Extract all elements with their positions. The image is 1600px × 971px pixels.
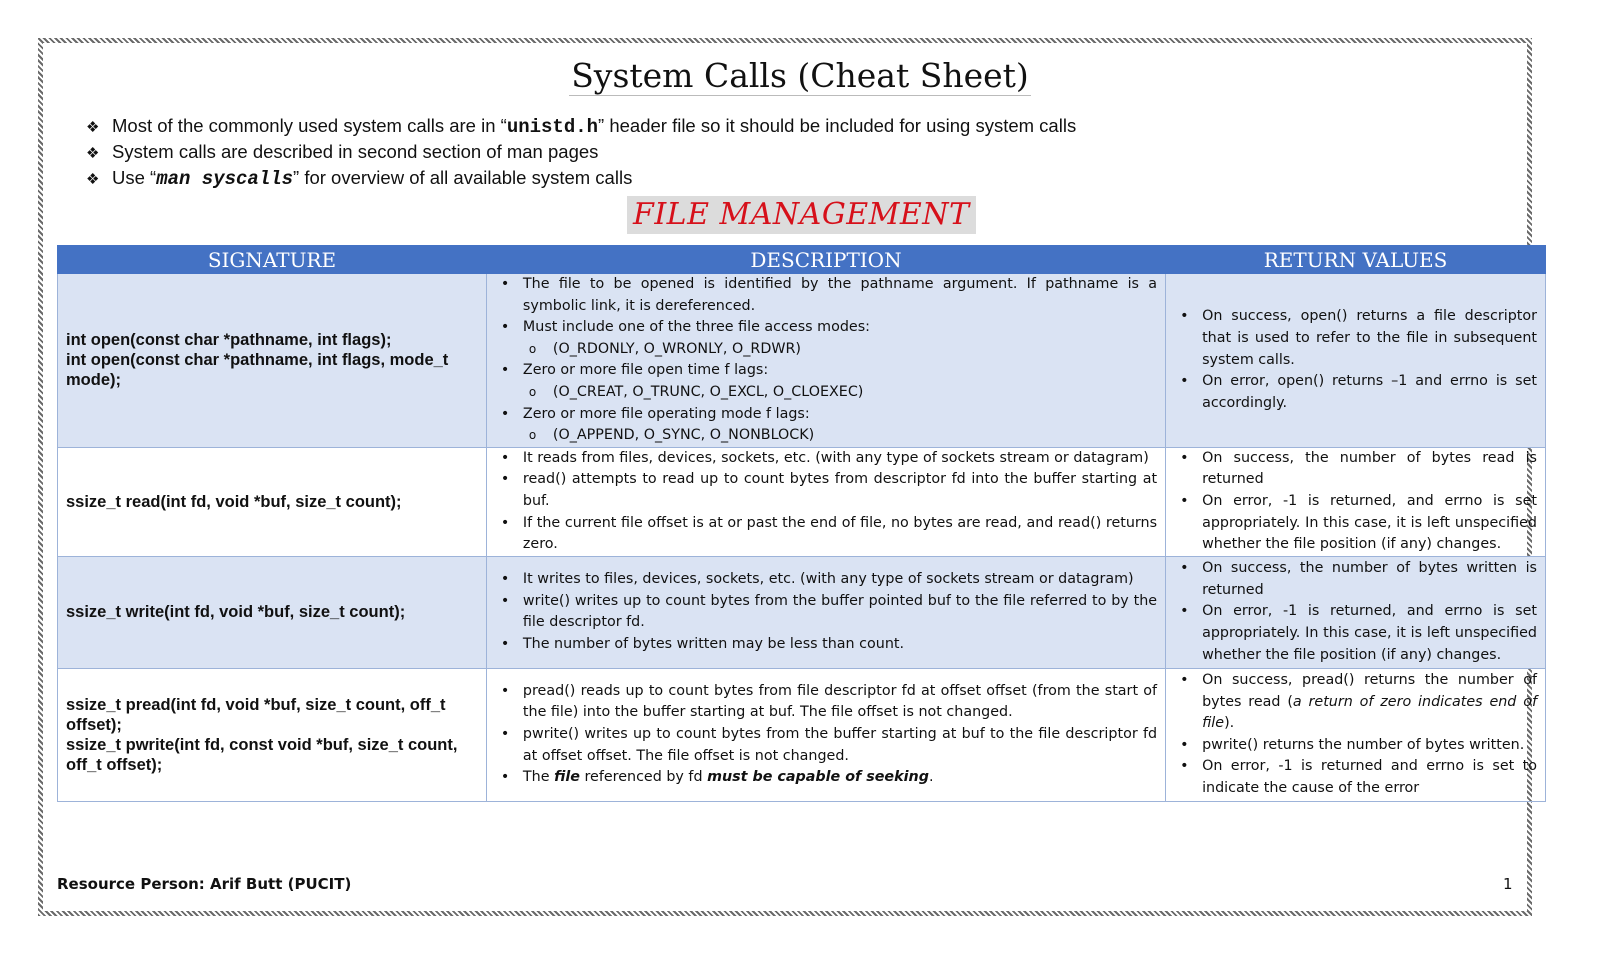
- diamond-bullet-icon: ❖: [86, 119, 100, 136]
- system-calls-table: [57, 245, 1546, 802]
- diamond-bullet-icon: ❖: [86, 145, 100, 162]
- column-header-return-values: RETURN VALUES: [1166, 246, 1546, 274]
- code-text: man syscalls: [156, 168, 294, 190]
- list-item: o (O_APPEND, O_SYNC, O_NONBLOCK): [493, 425, 1157, 447]
- list-item: • It reads from files, devices, sockets, etc. (with any type of sockets stream or datagram): [493, 448, 1157, 470]
- description-cell: [486, 556, 1165, 668]
- table-row: [58, 668, 1546, 801]
- return-values-cell: [1166, 274, 1546, 448]
- signature-cell: ssize_t read(int fd, void *buf, size_t count);: [58, 447, 487, 556]
- list-item: • The number of bytes written may be less than count.: [493, 634, 1157, 656]
- table-row: [58, 274, 1546, 448]
- signature-cell: ssize_t write(int fd, void *buf, size_t count);: [58, 556, 487, 668]
- list-item: o (O_CREAT, O_TRUNC, O_EXCL, O_CLOEXEC): [493, 382, 1157, 404]
- list-item: • On error, -1 is returned and errno is set to indicate the cause of the error: [1172, 756, 1537, 799]
- diamond-bullet-icon: ❖: [86, 171, 100, 188]
- list-item: • Must include one of the three file access modes:: [493, 317, 1157, 339]
- page-title: System Calls (Cheat Sheet): [571, 56, 1029, 95]
- description-cell: [486, 274, 1165, 448]
- list-item: • read() attempts to read up to count bytes from descriptor fd into the buffer starting at buf.: [493, 469, 1157, 512]
- return-values-cell: [1166, 447, 1546, 556]
- footer-resource-person: Resource Person: Arif Butt (PUCIT): [57, 875, 352, 893]
- intro-bullet: ❖ Use “man syscalls” for overview of all available system calls: [86, 165, 1076, 191]
- section-heading: FILE MANAGEMENT: [627, 196, 976, 234]
- column-header-description: DESCRIPTION: [486, 246, 1165, 274]
- list-item: • Zero or more file open time f lags:: [493, 360, 1157, 382]
- list-item: • On success, the number of bytes written is returned: [1172, 558, 1537, 601]
- list-item: • On error, open() returns –1 and errno is set accordingly.: [1172, 371, 1537, 414]
- column-header-signature: SIGNATURE: [58, 246, 487, 274]
- return-values-cell: [1166, 556, 1546, 668]
- description-cell: [486, 447, 1165, 556]
- list-item: • On success, pread() returns the number of bytes read (a return of zero indicates end of file).: [1172, 670, 1537, 735]
- code-text: unistd.h: [506, 116, 599, 138]
- list-item: • On error, -1 is returned, and errno is set appropriately. In this case, it is left unspecified whether the file position (if any) changes.: [1172, 601, 1537, 666]
- list-item: • pwrite() returns the number of bytes written.: [1172, 735, 1537, 757]
- list-item: • pwrite() writes up to count bytes from the buffer starting at buf to the file descriptor fd at offset offset. The file offset is not changed.: [493, 724, 1157, 767]
- intro-bullet: ❖ Most of the commonly used system calls are in “unistd.h” header file so it should be included for using system calls: [86, 113, 1076, 139]
- list-item: • On error, -1 is returned, and errno is set appropriately. In this case, it is left unspecified whether the file position (if any) changes.: [1172, 491, 1537, 556]
- list-item: • On success, open() returns a file descriptor that is used to refer to the file in subsequent system calls.: [1172, 306, 1537, 371]
- list-item: • write() writes up to count bytes from the buffer pointed buf to the file referred to by the file descriptor fd.: [493, 591, 1157, 634]
- list-item: o (O_RDONLY, O_WRONLY, O_RDWR): [493, 339, 1157, 361]
- table-row: [58, 556, 1546, 668]
- list-item: • The file referenced by fd must be capable of seeking.: [493, 767, 1157, 789]
- description-cell: [486, 668, 1165, 801]
- return-values-cell: [1166, 668, 1546, 801]
- list-item: • pread() reads up to count bytes from file descriptor fd at offset offset (from the start of the file) into the buffer starting at buf. The file offset is not changed.: [493, 681, 1157, 724]
- list-item: • Zero or more file operating mode f lags:: [493, 404, 1157, 426]
- signature-cell: int open(const char *pathname, int flags); int open(const char *pathname, int flags, mode_t mode);: [58, 274, 487, 448]
- table-header-row: [58, 246, 1546, 274]
- intro-bullet: ❖ System calls are described in second section of man pages: [86, 139, 1076, 165]
- list-item: • On success, the number of bytes read is returned: [1172, 448, 1537, 491]
- table-row: [58, 447, 1546, 556]
- list-item: • It writes to files, devices, sockets, etc. (with any type of sockets stream or datagram): [493, 569, 1157, 591]
- signature-cell: ssize_t pread(int fd, void *buf, size_t count, off_t offset); ssize_t pwrite(int fd, const void *buf, size_t count, off_t offset);: [58, 668, 487, 801]
- page-number: 1: [1503, 875, 1513, 893]
- list-item: • The file to be opened is identified by the pathname argument. If pathname is a symbolic link, it is dereferenced.: [493, 274, 1157, 317]
- list-item: • If the current file offset is at or past the end of file, no bytes are read, and read() returns zero.: [493, 513, 1157, 556]
- intro-bullet-list: [86, 113, 1076, 191]
